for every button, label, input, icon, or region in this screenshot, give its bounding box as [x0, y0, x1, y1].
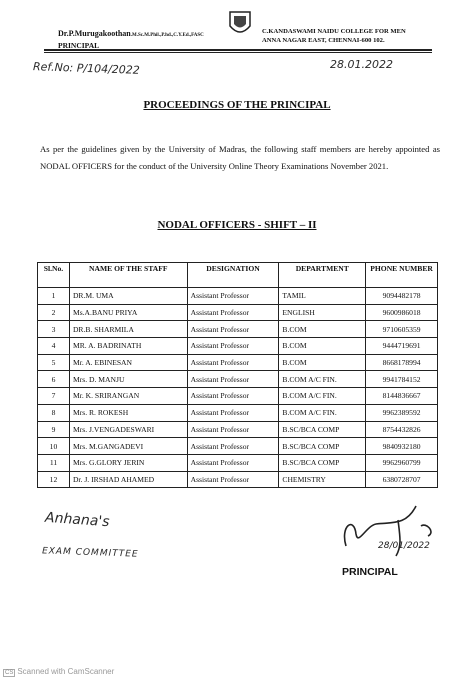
row-name: DR.B. SHARMILA: [69, 321, 187, 338]
row-department: B.COM A/C FIN.: [279, 371, 366, 388]
row-slno: 1: [38, 288, 70, 305]
row-slno: 10: [38, 438, 70, 455]
table-row: [38, 304, 438, 321]
row-slno: 3: [38, 321, 70, 338]
row-phone: 9094482178: [366, 288, 438, 305]
row-phone: 9962960799: [366, 454, 438, 471]
row-department: B.COM: [279, 321, 366, 338]
table-row: [38, 288, 438, 305]
table-row: [38, 338, 438, 355]
row-designation: Assistant Professor: [187, 371, 279, 388]
row-name: MR. A. BADRINATH: [69, 338, 187, 355]
row-name: Mrs. D. MANJU: [69, 371, 187, 388]
row-slno: 4: [38, 338, 70, 355]
row-phone: 8754432826: [366, 421, 438, 438]
body-paragraph: As per the guidelines given by the University of Madras, the following staff members are hereby appointed as NODAL OFFICERS for the conduct of the University Online Theory Examinations November 2021.: [40, 144, 440, 171]
row-designation: Assistant Professor: [187, 471, 279, 488]
row-name: Dr. J. IRSHAD AHAMED: [69, 471, 187, 488]
row-department: ENGLISH: [279, 304, 366, 321]
table-row: [38, 421, 438, 438]
header-name: NAME OF THE STAFF: [69, 263, 187, 288]
row-department: B.COM: [279, 354, 366, 371]
reference-number: Ref.No: P/104/2022: [32, 60, 140, 77]
row-designation: Assistant Professor: [187, 404, 279, 421]
row-name: Mrs. M.GANGADEVI: [69, 438, 187, 455]
principal-header: [58, 29, 204, 51]
row-department: B.COM: [279, 338, 366, 355]
row-designation: Assistant Professor: [187, 438, 279, 455]
row-department: B.SC/BCA COMP: [279, 438, 366, 455]
row-designation: Assistant Professor: [187, 388, 279, 405]
nodal-officers-table: [37, 262, 438, 488]
row-name: Mr. K. SRIRANGAN: [69, 388, 187, 405]
row-phone: 9444719691: [366, 338, 438, 355]
college-emblem-icon: [228, 10, 252, 38]
row-designation: Assistant Professor: [187, 338, 279, 355]
exam-committee-signature: Anhana's: [44, 509, 110, 531]
page-title: PROCEEDINGS OF THE PRINCIPAL: [143, 99, 331, 111]
college-header: [262, 27, 406, 45]
row-phone: 9840932180: [366, 438, 438, 455]
row-slno: 9: [38, 421, 70, 438]
table-row: [38, 438, 438, 455]
row-name: DR.M. UMA: [69, 288, 187, 305]
header-phone: PHONE NUMBER: [366, 263, 438, 288]
scanner-watermark: [3, 667, 114, 677]
row-name: Mrs. J.VENGADESWARI: [69, 421, 187, 438]
principal-signature-icon: [336, 486, 456, 558]
header-designation: DESIGNATION: [187, 263, 279, 288]
row-slno: 2: [38, 304, 70, 321]
scanner-watermark-text: Scanned with CamScanner: [17, 667, 115, 676]
row-slno: 11: [38, 454, 70, 471]
principal-role: PRINCIPAL: [58, 41, 100, 50]
header-slno: Sl.No.: [38, 263, 70, 288]
row-name: Mrs. R. ROKESH: [69, 404, 187, 421]
row-department: B.SC/BCA COMP: [279, 421, 366, 438]
principal-qualifications: .M.Sc.M.Phil.,P.hd.,C.Y.Ed.,FASC: [130, 33, 204, 38]
row-designation: Assistant Professor: [187, 354, 279, 371]
exam-committee-label: EXAM COMMITTEE: [41, 546, 139, 560]
principal-name: Dr.P.Murugakoothan: [58, 29, 131, 38]
row-name: Ms.A.BANU PRIYA: [69, 304, 187, 321]
row-slno: 8: [38, 404, 70, 421]
header-rule-thin: [44, 52, 432, 53]
row-designation: Assistant Professor: [187, 304, 279, 321]
row-slno: 5: [38, 354, 70, 371]
header-department: DEPARTMENT: [279, 263, 366, 288]
document-date: 28.01.2022: [330, 58, 393, 71]
table-row: [38, 388, 438, 405]
row-department: B.COM A/C FIN.: [279, 388, 366, 405]
row-designation: Assistant Professor: [187, 321, 279, 338]
row-designation: Assistant Professor: [187, 421, 279, 438]
row-phone: 8668178994: [366, 354, 438, 371]
college-name: C.KANDASWAMI NAIDU COLLEGE FOR MEN: [262, 28, 406, 35]
row-phone: 6380728707: [366, 471, 438, 488]
row-name: Mr. A. EBINESAN: [69, 354, 187, 371]
signature-date: 28/01/2022: [378, 541, 430, 551]
row-designation: Assistant Professor: [187, 288, 279, 305]
college-address: ANNA NAGAR EAST, CHENNAI-600 102.: [262, 37, 385, 44]
row-designation: Assistant Professor: [187, 454, 279, 471]
row-slno: 6: [38, 371, 70, 388]
table-title: NODAL OFFICERS - SHIFT – II: [157, 219, 317, 231]
row-department: CHEMISTRY: [279, 471, 366, 488]
table-row: [38, 354, 438, 371]
principal-label: PRINCIPAL: [342, 566, 398, 578]
row-phone: 8144836667: [366, 388, 438, 405]
table-row: [38, 404, 438, 421]
row-department: B.COM A/C FIN.: [279, 404, 366, 421]
row-name: Mrs. G.GLORY JERIN: [69, 454, 187, 471]
row-phone: 9710605359: [366, 321, 438, 338]
table-row: [38, 454, 438, 471]
camscanner-icon: CS: [5, 670, 14, 676]
row-phone: 9600986018: [366, 304, 438, 321]
row-phone: 9962389592: [366, 404, 438, 421]
table-row: [38, 321, 438, 338]
row-department: B.SC/BCA COMP: [279, 454, 366, 471]
table-row: [38, 371, 438, 388]
header-rule: [44, 49, 432, 51]
table-header-row: [38, 263, 438, 288]
row-phone: 9941784152: [366, 371, 438, 388]
row-department: TAMIL: [279, 288, 366, 305]
row-slno: 7: [38, 388, 70, 405]
row-slno: 12: [38, 471, 70, 488]
